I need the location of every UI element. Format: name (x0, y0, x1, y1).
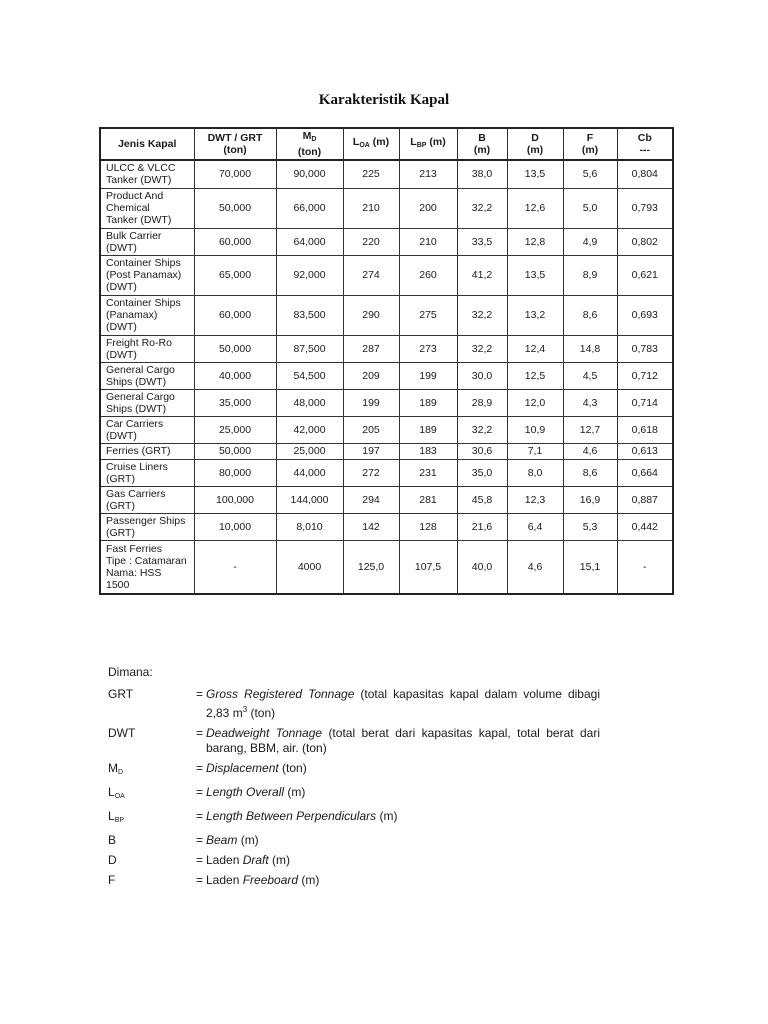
table-cell: 50,000 (194, 335, 276, 362)
legend-list (108, 687, 600, 888)
table-row (100, 255, 673, 295)
legend-key: DWT (108, 726, 136, 740)
table-cell: 0,887 (617, 486, 673, 513)
table-row (100, 160, 673, 188)
table-cell: 12,8 (507, 228, 563, 255)
table-cell: 4,3 (563, 389, 617, 416)
table-cell: 50,000 (194, 188, 276, 228)
table-cell: 12,6 (507, 188, 563, 228)
legend-item (108, 687, 600, 721)
cell-ship-type: General Cargo Ships (DWT) (100, 362, 194, 389)
legend-item (108, 785, 600, 804)
table-cell: 4000 (276, 540, 343, 594)
table-cell: 0,442 (617, 513, 673, 540)
table-cell: 42,000 (276, 416, 343, 443)
table-cell: 60,000 (194, 295, 276, 335)
table-cell: 0,783 (617, 335, 673, 362)
table-cell: 0,693 (617, 295, 673, 335)
table-row (100, 362, 673, 389)
table-cell: 5,3 (563, 513, 617, 540)
table-cell: 15,1 (563, 540, 617, 594)
table-row (100, 459, 673, 486)
table-cell: 30,6 (457, 443, 507, 459)
table-cell: 281 (399, 486, 457, 513)
table-cell: 25,000 (194, 416, 276, 443)
header-lbp: $L_{BP}$ (m) (399, 128, 457, 160)
header-cb: Cb --- (617, 128, 673, 160)
table-cell: - (617, 540, 673, 594)
table-cell: 225 (343, 160, 399, 188)
cell-ship-type: Container Ships (Panamax) (DWT) (100, 295, 194, 335)
table-cell: 10,000 (194, 513, 276, 540)
table-cell: 183 (399, 443, 457, 459)
legend-definition: = Length Overall (m) (196, 785, 306, 799)
table-cell: 4,6 (563, 443, 617, 459)
table-cell: 41,2 (457, 255, 507, 295)
table-row (100, 513, 673, 540)
table-cell: 200 (399, 188, 457, 228)
header-dwt-grt: DWT / GRT (ton) (194, 128, 276, 160)
cell-ship-type: Cruise Liners (GRT) (100, 459, 194, 486)
table-cell: 128 (399, 513, 457, 540)
table-cell: 142 (343, 513, 399, 540)
table-cell: 205 (343, 416, 399, 443)
table-cell: 48,000 (276, 389, 343, 416)
table-cell: 32,2 (457, 335, 507, 362)
table-cell: 21,6 (457, 513, 507, 540)
header-b: B (m) (457, 128, 507, 160)
table-cell: 0,712 (617, 362, 673, 389)
table-cell: 213 (399, 160, 457, 188)
cell-ship-type: Product And Chemical Tanker (DWT) (100, 188, 194, 228)
table-cell: 210 (343, 188, 399, 228)
table-cell: 0,664 (617, 459, 673, 486)
legend-key: $M_D$ (108, 761, 124, 776)
table-cell: 30,0 (457, 362, 507, 389)
table-cell: 70,000 (194, 160, 276, 188)
table-cell: 0,804 (617, 160, 673, 188)
table-cell: 220 (343, 228, 399, 255)
table-cell: 35,0 (457, 459, 507, 486)
legend-definition: = Deadweight Tonnage (total berat dari kapasitas kapal, total berat dari barang, BBM, air. (ton) (196, 726, 600, 755)
table-row (100, 540, 673, 594)
legend-key: F (108, 873, 116, 887)
table-cell: 294 (343, 486, 399, 513)
cell-ship-type: Freight Ro-Ro (DWT) (100, 335, 194, 362)
table-cell: 8,010 (276, 513, 343, 540)
table-cell: 260 (399, 255, 457, 295)
table-cell: 16,9 (563, 486, 617, 513)
table-cell: 209 (343, 362, 399, 389)
cell-ship-type: Bulk Carrier (DWT) (100, 228, 194, 255)
table-row (100, 486, 673, 513)
table-row (100, 443, 673, 459)
table-cell: 33,5 (457, 228, 507, 255)
header-jenis-kapal: Jenis Kapal (100, 128, 194, 160)
header-f: F (m) (563, 128, 617, 160)
table-cell: 0,621 (617, 255, 673, 295)
cell-ship-type: General Cargo Ships (DWT) (100, 389, 194, 416)
table-cell: 125,0 (343, 540, 399, 594)
table-cell: 275 (399, 295, 457, 335)
legend-definition: = Beam (m) (196, 833, 259, 847)
table-cell: 13,5 (507, 255, 563, 295)
legend-definition: = Laden Draft (m) (196, 853, 291, 867)
table-cell: 5,6 (563, 160, 617, 188)
legend-key: $L_{OA}$ (108, 785, 125, 800)
table-cell: 4,6 (507, 540, 563, 594)
legend-key: $L_{BP}$ (108, 809, 125, 824)
table-cell: 0,618 (617, 416, 673, 443)
table-row (100, 335, 673, 362)
table-cell: 100,000 (194, 486, 276, 513)
legend-definition: = Gross Registered Tonnage (total kapasitas kapal dalam volume dibagi 2,83 $m^3$ (ton) (196, 687, 600, 720)
legend-item (108, 853, 600, 868)
table-cell: 273 (399, 335, 457, 362)
legend-item (108, 761, 600, 780)
table-cell: 290 (343, 295, 399, 335)
table-cell: 231 (399, 459, 457, 486)
table-cell: 54,500 (276, 362, 343, 389)
cell-ship-type: Gas Carriers (GRT) (100, 486, 194, 513)
table-cell: 6,4 (507, 513, 563, 540)
table-cell: 0,613 (617, 443, 673, 459)
table-cell: 0,793 (617, 188, 673, 228)
table-cell: 8,0 (507, 459, 563, 486)
table-cell: 0,802 (617, 228, 673, 255)
table-row (100, 389, 673, 416)
table-cell: 8,6 (563, 295, 617, 335)
table-cell: 199 (399, 362, 457, 389)
cell-ship-type: Passenger Ships (GRT) (100, 513, 194, 540)
table-cell: 90,000 (276, 160, 343, 188)
table-cell: 189 (399, 389, 457, 416)
table-cell: 12,7 (563, 416, 617, 443)
table-cell: 12,4 (507, 335, 563, 362)
legend-key: B (108, 833, 117, 847)
cell-ship-type: Fast Ferries Tipe : Catamaran Nama: HSS 1500 (100, 540, 194, 594)
table-cell: 12,0 (507, 389, 563, 416)
table-cell: 32,2 (457, 188, 507, 228)
table-cell: 32,2 (457, 295, 507, 335)
table-cell: - (194, 540, 276, 594)
table-cell: 144,000 (276, 486, 343, 513)
table-cell: 40,000 (194, 362, 276, 389)
table-header (100, 128, 673, 160)
header-md: $M_D$ (ton) (276, 128, 343, 160)
table-cell: 65,000 (194, 255, 276, 295)
legend-definition: = Displacement (ton) (196, 761, 307, 775)
table-cell: 92,000 (276, 255, 343, 295)
table-cell: 7,1 (507, 443, 563, 459)
table-row (100, 295, 673, 335)
table-cell: 60,000 (194, 228, 276, 255)
table-cell: 14,8 (563, 335, 617, 362)
table-cell: 199 (343, 389, 399, 416)
legend-key: D (108, 853, 117, 867)
table-cell: 45,8 (457, 486, 507, 513)
table-cell: 287 (343, 335, 399, 362)
table-cell: 35,000 (194, 389, 276, 416)
cell-ship-type: Ferries (GRT) (100, 443, 194, 459)
cell-ship-type: ULCC & VLCC Tanker (DWT) (100, 160, 194, 188)
table-cell: 274 (343, 255, 399, 295)
table-cell: 5,0 (563, 188, 617, 228)
ship-characteristics-table (99, 127, 674, 595)
header-d: D (m) (507, 128, 563, 160)
table-cell: 28,9 (457, 389, 507, 416)
table-cell: 210 (399, 228, 457, 255)
table-cell: 272 (343, 459, 399, 486)
table-cell: 50,000 (194, 443, 276, 459)
table-cell: 25,000 (276, 443, 343, 459)
legend-item (108, 726, 600, 756)
table-body (100, 160, 673, 594)
table-cell: 44,000 (276, 459, 343, 486)
table-cell: 107,5 (399, 540, 457, 594)
cell-ship-type: Container Ships (Post Panamax) (DWT) (100, 255, 194, 295)
table-cell: 197 (343, 443, 399, 459)
table-cell: 83,500 (276, 295, 343, 335)
table-cell: 13,5 (507, 160, 563, 188)
table-cell: 40,0 (457, 540, 507, 594)
legend (108, 665, 600, 893)
legend-definition: = Laden Freeboard (m) (196, 873, 320, 887)
table-cell: 87,500 (276, 335, 343, 362)
table-cell: 0,714 (617, 389, 673, 416)
table-cell: 4,9 (563, 228, 617, 255)
table-cell: 8,9 (563, 255, 617, 295)
table-row (100, 416, 673, 443)
table-cell: 4,5 (563, 362, 617, 389)
table-row (100, 228, 673, 255)
legend-definition: = Length Between Perpendiculars (m) (196, 809, 398, 823)
table-cell: 12,3 (507, 486, 563, 513)
page-title: Karakteristik Kapal (318, 92, 450, 108)
legend-item (108, 873, 600, 888)
table-cell: 66,000 (276, 188, 343, 228)
table-cell: 10,9 (507, 416, 563, 443)
table-cell: 64,000 (276, 228, 343, 255)
table-cell: 189 (399, 416, 457, 443)
legend-item (108, 809, 600, 828)
table-cell: 38,0 (457, 160, 507, 188)
header-row (100, 128, 673, 160)
table-cell: 80,000 (194, 459, 276, 486)
legend-heading: Dimana: (108, 665, 153, 679)
header-loa: $L_{OA}$ (m) (343, 128, 399, 160)
legend-item (108, 833, 600, 848)
cell-ship-type: Car Carriers (DWT) (100, 416, 194, 443)
table-cell: 13,2 (507, 295, 563, 335)
table-cell: 12,5 (507, 362, 563, 389)
legend-key: GRT (108, 687, 134, 701)
table-cell: 8,6 (563, 459, 617, 486)
table-cell: 32,2 (457, 416, 507, 443)
table-row (100, 188, 673, 228)
